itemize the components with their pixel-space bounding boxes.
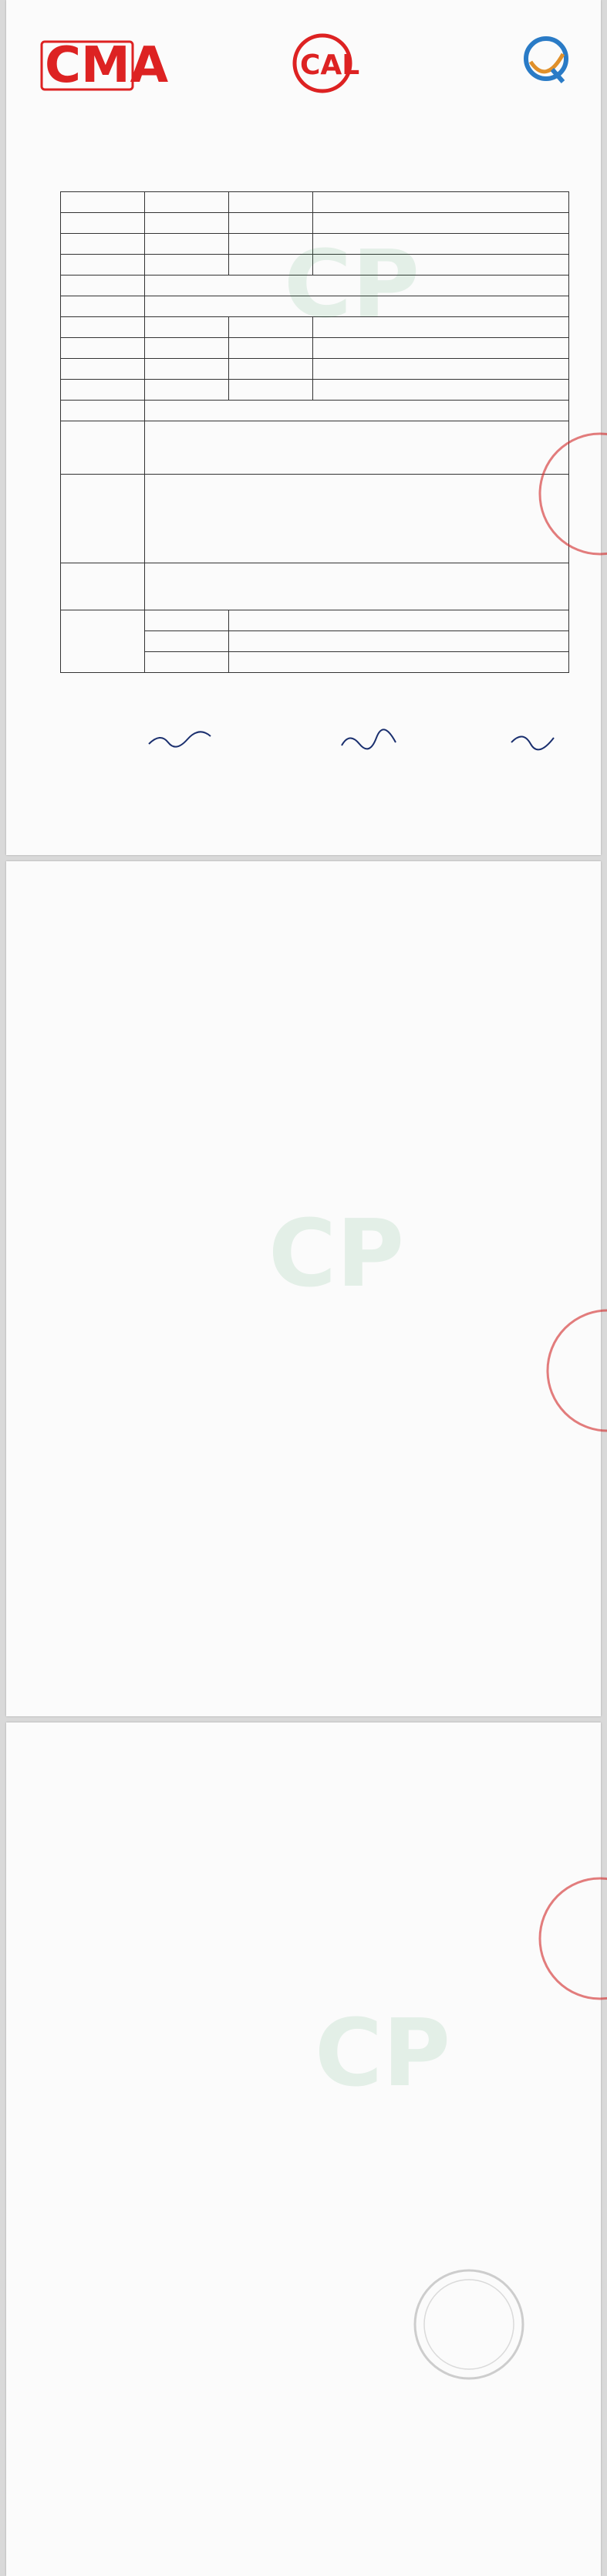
- conclusion-text: [148, 476, 565, 488]
- field-label: [61, 213, 145, 234]
- comment-value: [145, 563, 569, 610]
- test_item-label: [229, 359, 313, 380]
- info-row: [61, 359, 569, 380]
- supplier-label: [61, 296, 145, 317]
- standard-value: [145, 421, 569, 475]
- official-stamp: [538, 417, 600, 571]
- conclusion-value: [145, 475, 569, 563]
- field-label: [61, 255, 145, 276]
- testing-value: [313, 380, 569, 401]
- comment-row: [61, 563, 569, 610]
- client-row: [61, 610, 569, 631]
- info-row: [61, 338, 569, 359]
- name-label: [145, 610, 229, 631]
- sampling_no-value: [313, 338, 569, 359]
- field-value: [313, 192, 569, 213]
- field-value: [145, 234, 229, 255]
- field-value: [145, 213, 229, 234]
- cal-logo: [280, 26, 365, 111]
- conclusion-row: [61, 475, 569, 563]
- producer-label: [61, 276, 145, 296]
- base-label: [61, 338, 145, 359]
- seal-stamp-p3: [407, 2263, 531, 2386]
- received-label: [61, 380, 145, 401]
- field-value: [145, 192, 229, 213]
- field-label: [61, 192, 145, 213]
- sign-date: [148, 488, 565, 509]
- watermark-logo: CP: [284, 232, 420, 339]
- watermark-logo-p3: CP: [315, 2000, 451, 2108]
- svg-text:CAL: CAL: [300, 49, 360, 81]
- report-page-2: [6, 861, 601, 1716]
- conclusion-label: [61, 475, 145, 563]
- standard-row: [61, 421, 569, 475]
- sampling_no-label: [229, 338, 313, 359]
- checker-signature: [338, 729, 400, 753]
- zip-label: [145, 652, 229, 673]
- field-value: [313, 213, 569, 234]
- official-stamp-p3: [538, 1861, 600, 2016]
- place-value: [145, 401, 569, 421]
- watermark-logo-p2: CP: [268, 1201, 405, 1308]
- client-label: [61, 610, 145, 673]
- info-row: [61, 213, 569, 234]
- base-value: [145, 338, 229, 359]
- method-label: [61, 317, 145, 338]
- place-label: [61, 401, 145, 421]
- test_item-value: [313, 359, 569, 380]
- method-value: [145, 317, 229, 338]
- approver-signature: [145, 729, 214, 752]
- official-stamp-p2: [546, 1293, 600, 1448]
- zip-tel-cell: [229, 652, 569, 673]
- sum-value: [145, 359, 229, 380]
- info-row: [61, 192, 569, 213]
- cma-logo: [37, 28, 169, 120]
- received-value: [145, 380, 229, 401]
- field-label: [229, 192, 313, 213]
- tester-signature: [508, 729, 561, 752]
- address-label: [145, 631, 229, 652]
- report-page-1: [6, 0, 601, 855]
- report-page-3: [6, 1722, 601, 2576]
- place-row: [61, 401, 569, 421]
- info-row: [61, 380, 569, 401]
- client-name-value: [229, 610, 569, 631]
- svg-text:CMA: CMA: [45, 37, 169, 94]
- sum-label: [61, 359, 145, 380]
- testing-label: [229, 380, 313, 401]
- field-value: [145, 255, 229, 276]
- yunnan-quality-logo: [515, 31, 577, 116]
- field-label: [61, 234, 145, 255]
- comment-label: [61, 563, 145, 610]
- client-address-value: [229, 631, 569, 652]
- field-label: [229, 213, 313, 234]
- standard-label: [61, 421, 145, 475]
